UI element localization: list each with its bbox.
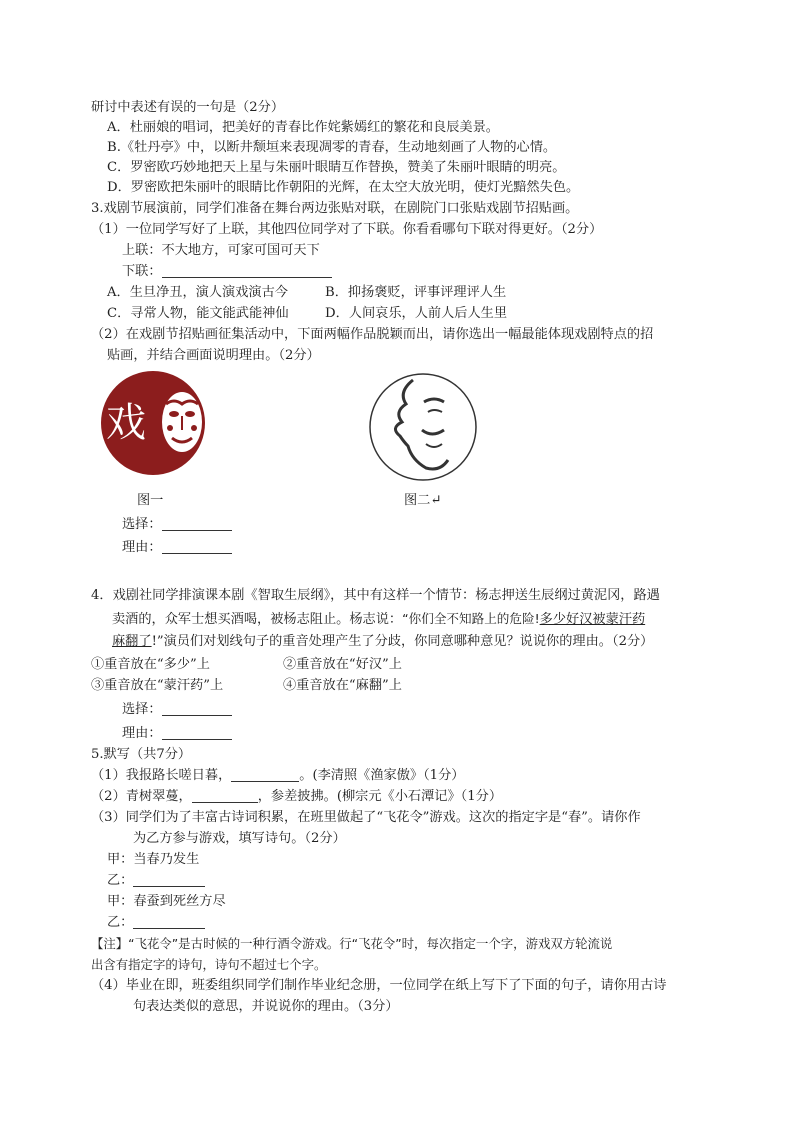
q3-upper-couplet: 上联：不大地方，可家可国可天下 [122, 243, 320, 258]
q3-choose-blank[interactable] [162, 516, 232, 531]
q4-line2-text: 卖酒的，众军士想买酒喝，被杨志阻止。杨志说： [112, 612, 403, 627]
q5-yi-1-label: 乙： [107, 873, 134, 888]
q2-option-a: A．杜丽娘的唱词，把美好的青春比作姹紫嫣红的繁花和良辰美景。 [107, 120, 499, 135]
q5-yi-2-blank[interactable] [133, 914, 205, 929]
figure-1-poster [100, 370, 206, 476]
q5-s1-text: （1）我报路长嗟日暮， [91, 768, 232, 783]
q4-option-1: ①重音放在“多少”上 [91, 657, 210, 672]
q5-s2-row [91, 787, 502, 807]
opera-mask-icon [162, 392, 202, 452]
q5-s2-blank[interactable] [192, 788, 258, 803]
q5-s3-line1: （3）同学们为了丰富古诗词积累，在班里做起了“飞花令”游戏。这次的指定字是“春”。请你作 [91, 810, 641, 825]
q5-yi-1-blank[interactable] [133, 872, 205, 887]
q2-stem: 研讨中表述有误的一句是（2分） [91, 100, 285, 115]
q3-sub2-line1: （2）在戏剧节招贴画征集活动中，下面两幅作品脱颖而出，请你选出一幅最能体现戏剧特点的招 [91, 327, 654, 342]
q5-s3-line2: 为乙方参与游戏，填写诗句。（2分） [133, 831, 346, 846]
q3-option-c: C．寻常人物，能文能武能神仙 [107, 306, 289, 321]
q5-stem: 5.默写（共7分） [91, 747, 192, 762]
q2-option-b: B.《牡丹亭》中，以断井颓垣来表现凋零的青春，生动地刻画了人物的心情。 [107, 140, 557, 155]
q2-option-d: D．罗密欧把朱丽叶的眼睛比作朝阳的光辉，在太空大放光明，使灯光黯然失色。 [107, 180, 580, 195]
figure-1-character: 戏 [106, 400, 146, 446]
q4-choose-label: 选择： [122, 702, 162, 717]
q3-sub1: （1）一位同学写好了上联，其他四位同学对了下联。你看看哪句下联对得更好。（2分） [91, 222, 603, 237]
q3-stem: 3.戏剧节展演前，同学们准备在舞台两边张贴对联，在剧院门口张贴戏剧节招贴画。 [91, 201, 579, 216]
q5-s4-line2: 句表达类似的意思，并说说你的理由。（3分） [133, 999, 399, 1014]
q5-yi-2-label: 乙： [107, 915, 134, 930]
q3-reason-row [122, 538, 232, 558]
q4-reason-row [122, 724, 232, 744]
q3-choose-row [122, 515, 232, 535]
q3-reason-blank[interactable] [162, 539, 232, 554]
q2-option-c: C．罗密欧巧妙地把天上星与朱丽叶眼睛互作替换，赞美了朱丽叶眼睛的明亮。 [107, 160, 566, 175]
q4-quote-start: “你们全不知路上的危险! [402, 611, 540, 626]
figure-2-poster [368, 372, 478, 482]
q5-note-line2: 出含有指定字的诗句，诗句不超过七个字。 [91, 957, 327, 972]
q3-lower-label: 下联： [122, 264, 162, 279]
q4-reason-blank[interactable] [162, 725, 232, 740]
q4-line1: 4．戏剧社同学排演课本剧《智取生辰纲》，其中有这样一个情节：杨志押送生辰纲过黄泥冈，路遇 [91, 588, 660, 603]
q4-line3-text: ”演员们对划线句子的重音处理产生了分歧，你同意哪种意见？说说你的理由。（2分） [156, 634, 654, 649]
q4-choose-row [122, 700, 232, 720]
q4-underlined-sentence-part2: 麻翻了 [112, 634, 152, 649]
q3-sub2-line2: 贴画，并结合画面说明理由。（2分） [107, 348, 320, 363]
q3-option-b: B．抑扬褒贬，评事评理评人生 [325, 285, 507, 300]
q3-choose-label: 选择： [122, 517, 162, 532]
q3-option-d: D．人间哀乐，人前人后人生里 [325, 306, 508, 321]
q5-yi-1-row [107, 871, 205, 891]
q4-option-2: ②重音放在“好汉”上 [283, 657, 402, 672]
figure-1-caption: 图一 [137, 493, 164, 508]
q4-line3 [112, 632, 653, 652]
q4-choose-blank[interactable] [162, 701, 232, 716]
q4-option-4: ④重音放在“麻翻”上 [283, 678, 402, 693]
q3-lower-couplet-row [122, 262, 332, 282]
q5-note-line1: 【注】“飞花令”是古时候的一种行酒令游戏。行“飞花令”时，每次指定一个字，游戏双方轮流说 [91, 936, 613, 951]
q4-line2 [112, 609, 645, 630]
q5-jia-1: 甲：当春乃发生 [107, 852, 200, 867]
figure-2-caption: 图二↵ [404, 493, 442, 508]
q5-s2-source: ，参差披拂。(柳宗元《小石潭记》（1分） [257, 789, 503, 804]
q4-option-3: ③重音放在“蒙汗药”上 [91, 678, 224, 693]
q3-option-a: A．生旦净丑，演人演戏演古今 [107, 285, 288, 300]
q5-s2-text: （2）青树翠蔓， [91, 789, 192, 804]
q5-s1-blank[interactable] [231, 767, 299, 782]
q5-jia-2: 甲：春蚕到死丝方尽 [107, 894, 226, 909]
q5-s1-row [91, 766, 464, 786]
q5-yi-2-row [107, 913, 205, 933]
q4-reason-label: 理由： [122, 726, 162, 741]
q5-s4-line1: （4）毕业在即，班委组织同学们制作毕业纪念册，一位同学在纸上写下了下面的句子，请你用古诗 [91, 978, 667, 993]
q5-s1-source: 。(李清照《渔家傲》（1分） [299, 768, 465, 783]
q3-lower-blank[interactable] [162, 263, 332, 278]
q4-underlined-sentence-part1: 多少好汉被蒙汗药 [539, 612, 646, 627]
q4-exclamation: ! [151, 634, 157, 649]
q3-reason-label: 理由： [122, 540, 162, 555]
